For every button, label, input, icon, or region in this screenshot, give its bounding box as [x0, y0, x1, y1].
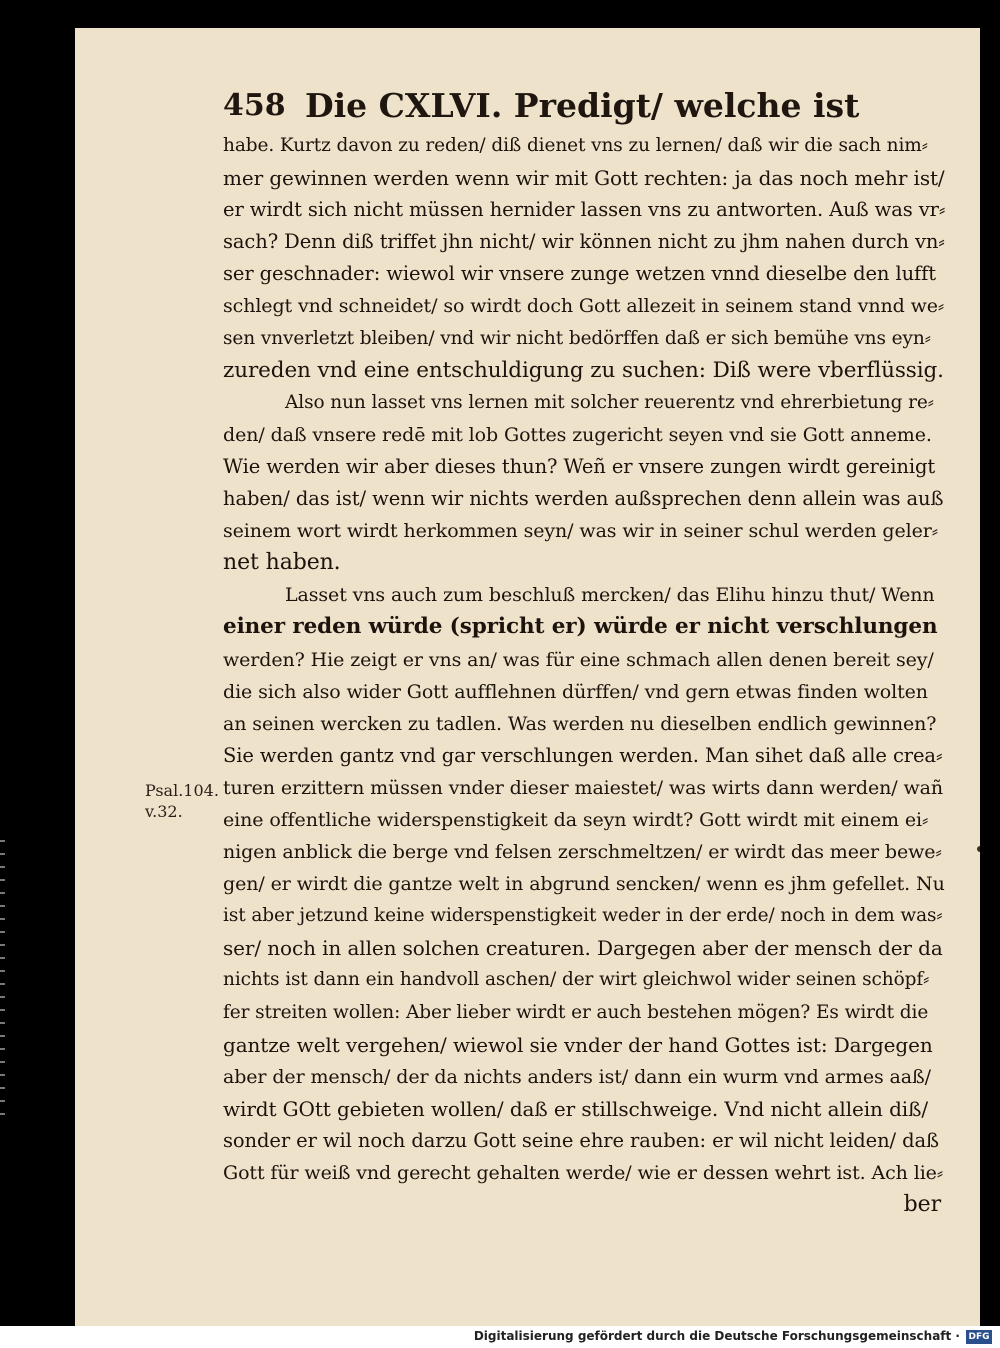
text-line-quotation: einer reden würde (spricht er) würde er nicht verschlungen [223, 614, 938, 640]
text-line: ist aber jetzund keine widerspenstigkeit weder in der erde/ noch in dem was⸗ [223, 905, 943, 927]
text-line: die sich also wider Gott aufflehnen dürffen/ vnd gern etwas finden wolten [223, 680, 928, 703]
text-line: mer gewinnen werden wenn wir mit Gott rechten: ja das noch mehr ist/ [223, 166, 945, 191]
text-line: nichts ist dann ein handvoll aschen/ der wirt gleichwol wider seinen schöpf⸗ [223, 969, 930, 991]
text-line: nigen anblick die berge vnd felsen zerschmeltzen/ er wirdt das meer bewe⸗ [223, 841, 942, 864]
margin-note-psalm-reference [145, 780, 225, 822]
footer-bar [0, 1326, 1000, 1348]
text-line: Wie werden wir aber dieses thun? Weñ er vnsere zungen wirdt gereinigt [223, 454, 936, 478]
text-line: Also nun lasset vns lernen mit solcher reuerentz vnd ehrerbietung re⸗ [285, 391, 934, 413]
text-line: zureden vnd eine entschuldigung zu suchen: Diß were vberflüssig. [223, 357, 944, 383]
text-line: Sie werden gantz vnd gar verschlungen werden. Man sihet daß alle crea⸗ [223, 743, 943, 767]
text-line: den/ daß vnsere redē mit lob Gottes zugericht seyen vnd sie Gott anneme. [223, 423, 932, 446]
text-line: schlegt vnd schneidet/ so wirdt doch Gott allezeit in seinem stand vnnd we⸗ [223, 295, 945, 318]
page-header [223, 86, 860, 126]
text-line: eine offentliche widerspenstigkeit da seyn wirdt? Gott wirdt mit einem ei⸗ [223, 808, 929, 831]
text-line: fer streiten wollen: Aber lieber wirdt er auch bestehen mögen? Es wirdt die [223, 1001, 929, 1023]
running-title: Die CXLVI. Predigt/ welche ist [305, 86, 860, 125]
text-line: Gott für weiß vnd gerecht gehalten werde/ wie er dessen wehrt ist. Ach lie⸗ [223, 1162, 944, 1184]
text-line: turen erzittern müssen vnder dieser maiestet/ was wirts dann werden/ wañ [223, 776, 944, 799]
ink-spot [977, 846, 980, 852]
text-line: werden? Hie zeigt er vns an/ was für eine schmach allen denen bereit sey/ [223, 648, 934, 671]
margin-note-line: v.32. [145, 802, 183, 821]
text-line: sach? Denn diß triffet jhn nicht/ wir können nicht zu jhm nahen durch vn⸗ [223, 230, 945, 254]
scanned-page [75, 28, 980, 1326]
text-line: wirdt GOtt gebieten wollen/ daß er stillschweige. Vnd nicht allein diß/ [223, 1096, 928, 1121]
text-line: aber der mensch/ der da nichts anders ist/ dann ein wurm vnd armes aaß/ [223, 1065, 931, 1088]
text-line: ser/ noch in allen solchen creaturen. Dargegen aber der mensch der da [223, 936, 943, 961]
text-line: an seinen wercken zu tadlen. Was werden nu dieselben endlich gewinnen? [223, 712, 937, 735]
text-line: haben/ das ist/ wenn wir nichts werden außsprechen denn allein was auß [223, 487, 944, 511]
funding-credit: Digitalisierung gefördert durch die Deutsche Forschungsgemeinschaft · [473, 1329, 960, 1343]
scan-edge-marks [0, 840, 8, 1140]
text-line: seinem wort wirdt herkommen seyn/ was wir in seiner schul werden geler⸗ [223, 520, 938, 543]
text-line: gen/ er wirdt die gantze welt in abgrund sencken/ wenn es jhm gefellet. Nu [223, 873, 945, 896]
margin-note-line: Psal.104. [145, 781, 219, 800]
text-line: er wirdt sich nicht müssen hernider lassen vns zu antworten. Auß was vr⸗ [223, 198, 945, 222]
text-line: ser geschnader: wiewol wir vnsere zunge wetzen vnnd dieselbe den lufft [223, 262, 937, 286]
catchword: ber [903, 1192, 941, 1218]
text-line: Lasset vns auch zum beschluß mercken/ das Elihu hinzu thut/ Wenn [285, 584, 935, 607]
page-number: 458 [223, 88, 286, 123]
text-line: net haben. [223, 550, 341, 576]
text-line: sonder er wil noch darzu Gott seine ehre rauben: er wil nicht leiden/ daß [223, 1128, 939, 1152]
text-line: habe. Kurtz davon zu reden/ diß dienet vns zu lernen/ daß wir die sach nim⸗ [223, 135, 928, 156]
text-line: sen vnverletzt bleiben/ vnd wir nicht bedörffen daß er sich bemühe vns eyn⸗ [223, 327, 931, 349]
dfg-logo: DFG [966, 1330, 992, 1344]
sermon-text-block [223, 130, 945, 1221]
text-line: gantze welt vergehen/ wiewol sie vnder der hand Gottes ist: Dargegen [223, 1032, 933, 1057]
